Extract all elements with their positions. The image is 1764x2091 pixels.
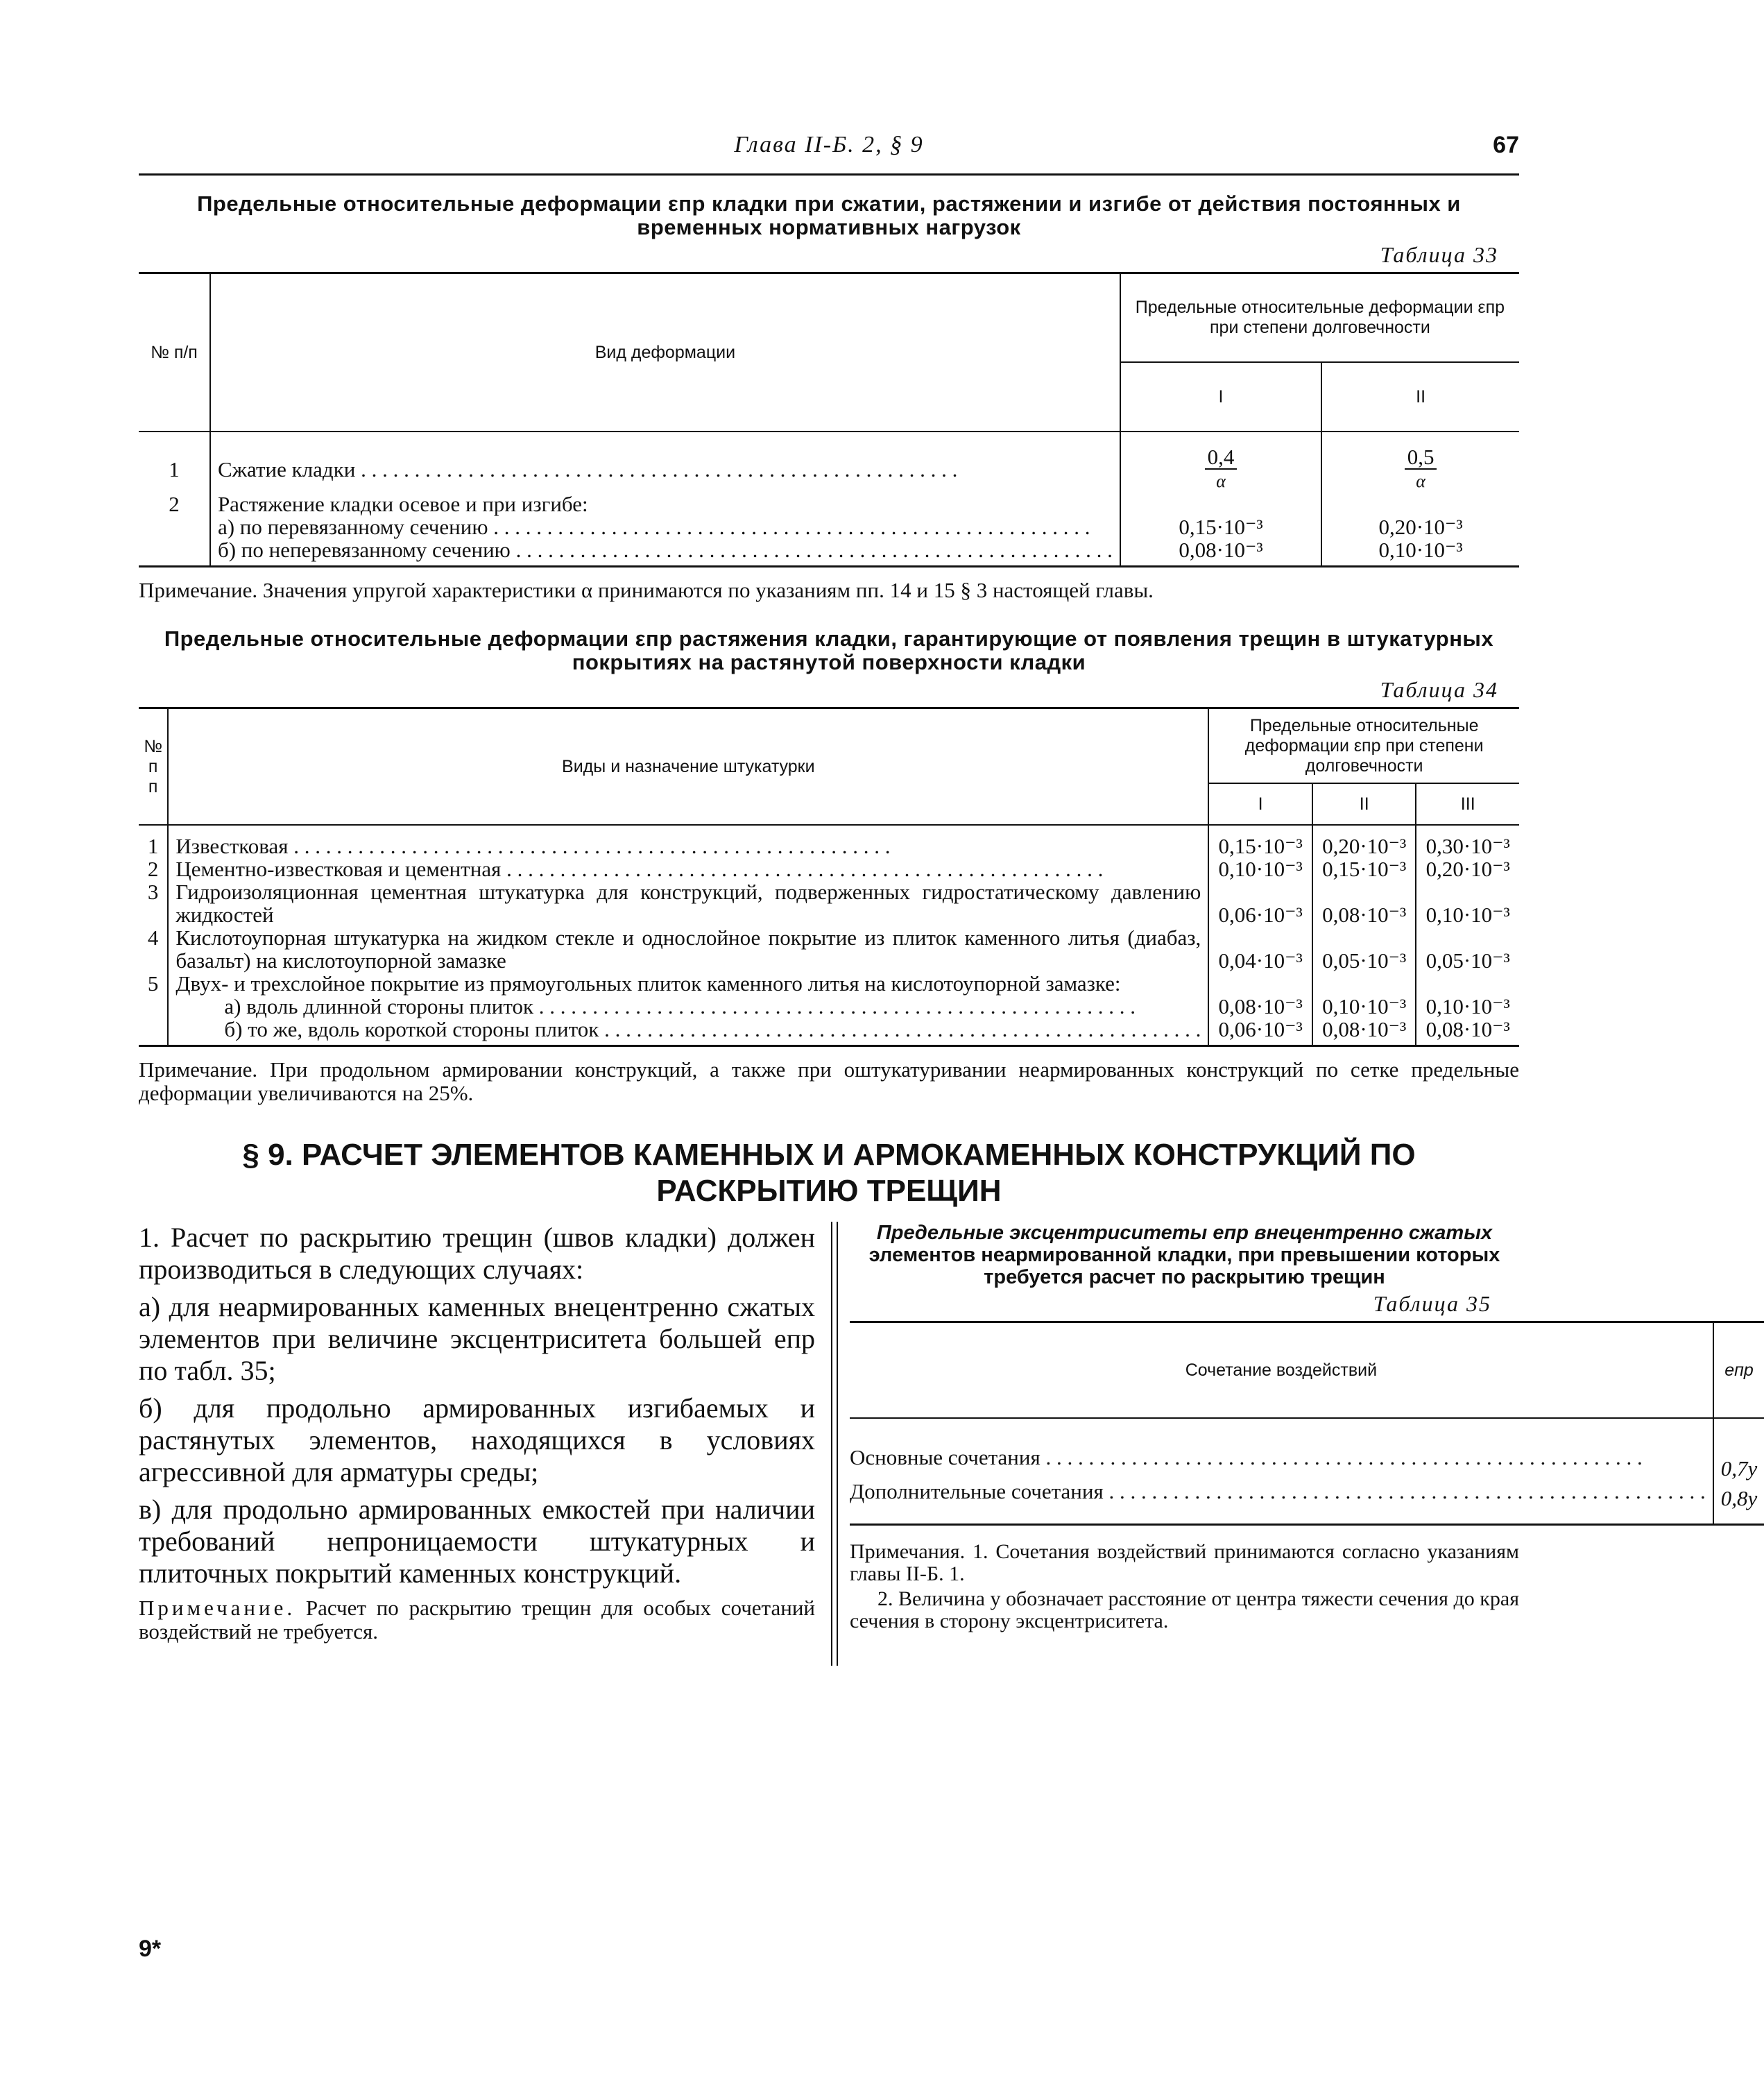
table35-title: Предельные эксцентриситеты eпр внецентренно сжатых элементов неармированной кладки, при превышении которых требуется расчет по раскрытию трещин [868,1222,1500,1288]
table34-col-II: II [1312,783,1416,825]
paragraph: а) для неармированных каменных внецентренно сжатых элементов при величине эксцентриситета большей eпр по табл. 35; [139,1291,815,1386]
table-row: 3 Гидроизоляционная цементная штукатурка для конструкций, подверженных гидростатическому давлению жидкостей 0,06·10⁻³ 0,08·10⁻³ 0,10·10⁻³ [139,880,1519,926]
table35-col-combo: Сочетание воздействий [850,1322,1713,1419]
table34-title: Предельные относительные деформации εпр растяжения кладки, гарантирующие от появления трещин в штукатурных покрытиях на растянутой поверхности кладки [164,626,1494,674]
page-header [139,132,1519,176]
table-row: 1 Известковая . . . 0,15·10⁻³ 0,20·10⁻³ 0,30·10⁻³ [139,835,1519,857]
paragraph: 1. Расчет по раскрытию трещин (швов кладки) должен производиться в следующих случаях: [139,1222,815,1285]
page-number: 67 [1493,132,1519,158]
column-divider [831,1222,838,1666]
table33-label: Таблица 33 [1380,242,1498,267]
left-column [139,1222,815,1649]
table-row: а) по перевязанному сечению . . . 0,15·10⁻³ 0,20·10⁻³ [139,515,1519,538]
right-column [850,1222,1758,1632]
table33-col-kind: Вид деформации [210,273,1120,432]
paragraph: б) для продольно армированных изгибаемых и растянутых элементов, находящихся в условиях агрессивной для арматуры среды; [139,1392,815,1487]
table-row: б) то же, вдоль короткой стороны плиток . . . 0,06·10⁻³ 0,08·10⁻³ 0,08·10⁻³ [139,1018,1519,1046]
table34-col-group: Предельные относительные деформации εпр при степени долговечности [1208,708,1519,784]
table34-note: Примечание. При продольном армировании конструкций, а также при оштукатуривании неармированных конструкций по сетке предельные деформации увеличиваются на 25%. [139,1057,1519,1105]
table33-col-num: № п/п [139,273,210,432]
two-column-body [139,1222,1758,1749]
table-row: 1 Сжатие кладки . . . $\frac{0,4}{\alpha}$ $\frac{0,5}{\alpha}$ [139,445,1519,493]
section-title: § 9. РАСЧЕТ ЭЛЕМЕНТОВ КАМЕННЫХ И АРМОКАМЕННЫХ КОНСТРУКЦИЙ ПО РАСКРЫТИЮ ТРЕЩИН [242,1138,1416,1208]
table-row: 2 Цементно-известковая и цементная . . . 0,10·10⁻³ 0,15·10⁻³ 0,20·10⁻³ [139,857,1519,880]
running-title: Глава II-Б. 2, § 9 [734,132,924,157]
table34-col-III: III [1416,783,1519,825]
table-row: 2 Растяжение кладки осевое и при изгибе: [139,493,1519,515]
section-note: Примечание. Расчет по раскрытию трещин для особых сочетаний воздействий не требуется. [139,1596,816,1644]
table-row: а) вдоль длинной стороны плиток . . . 0,08·10⁻³ 0,10·10⁻³ 0,10·10⁻³ [139,995,1519,1018]
table35-label: Таблица 35 [1373,1291,1491,1316]
table-row: б) по неперевязанному сечению . . . 0,08·10⁻³ 0,10·10⁻³ [139,538,1519,567]
table33-col-I: I [1120,362,1321,432]
table-row: 4 Кислотоупорная штукатурка на жидком стекле и однослойное покрытие из плиток каменного литья (диабаз, базальт) на кислотоупорной замазке 0,04·10⁻³ 0,05·10⁻³ 0,05·10⁻³ [139,926,1519,972]
table35-note-2: 2. Величина y обозначает расстояние от центра тяжести сечения до края сечения в сторону эксцентриситета. [850,1587,1519,1632]
table35-col-e: eпр [1713,1322,1764,1419]
table35-note-1: Примечания. 1. Сочетания воздействий принимаются согласно указаниям главы II-Б. 1. [850,1540,1519,1585]
table33-title: Предельные относительные деформации εпр кладки при сжатии, растяжении и изгибе от действия постоянных и временных нормативных нагрузок [197,191,1461,239]
table34-col-num: № п п [139,708,168,826]
table-row: Основные сочетания . . . 0,7y [850,1446,1764,1480]
table-row: Дополнительные сочетания . . . 0,8y [850,1480,1764,1525]
table33-col-II: II [1321,362,1519,432]
paragraph: в) для продольно армированных емкостей при наличии требований непроницаемости штукатурных и плиточных покрытий каменных конструкций. [139,1494,815,1589]
signature-mark: 9* [139,1936,162,1962]
table33 [139,272,1519,567]
table33-col-group: Предельные относительные деформации εпр при степени долговечности [1120,273,1519,363]
table34-label: Таблица 34 [1380,677,1498,702]
table35 [850,1321,1764,1526]
table-row: 5 Двух- и трехслойное покрытие из прямоугольных плиток каменного литья на кислотоупорной замазке: [139,972,1519,995]
table33-note: Примечание. Значения упругой характеристики α принимаются по указаниям пп. 14 и 15 § 3 настоящей главы. [139,578,1154,602]
page [139,132,1758,1749]
table34-col-I: I [1208,783,1312,825]
table34-col-kind: Виды и назначение штукатурки [168,708,1208,826]
table34 [139,707,1519,1047]
